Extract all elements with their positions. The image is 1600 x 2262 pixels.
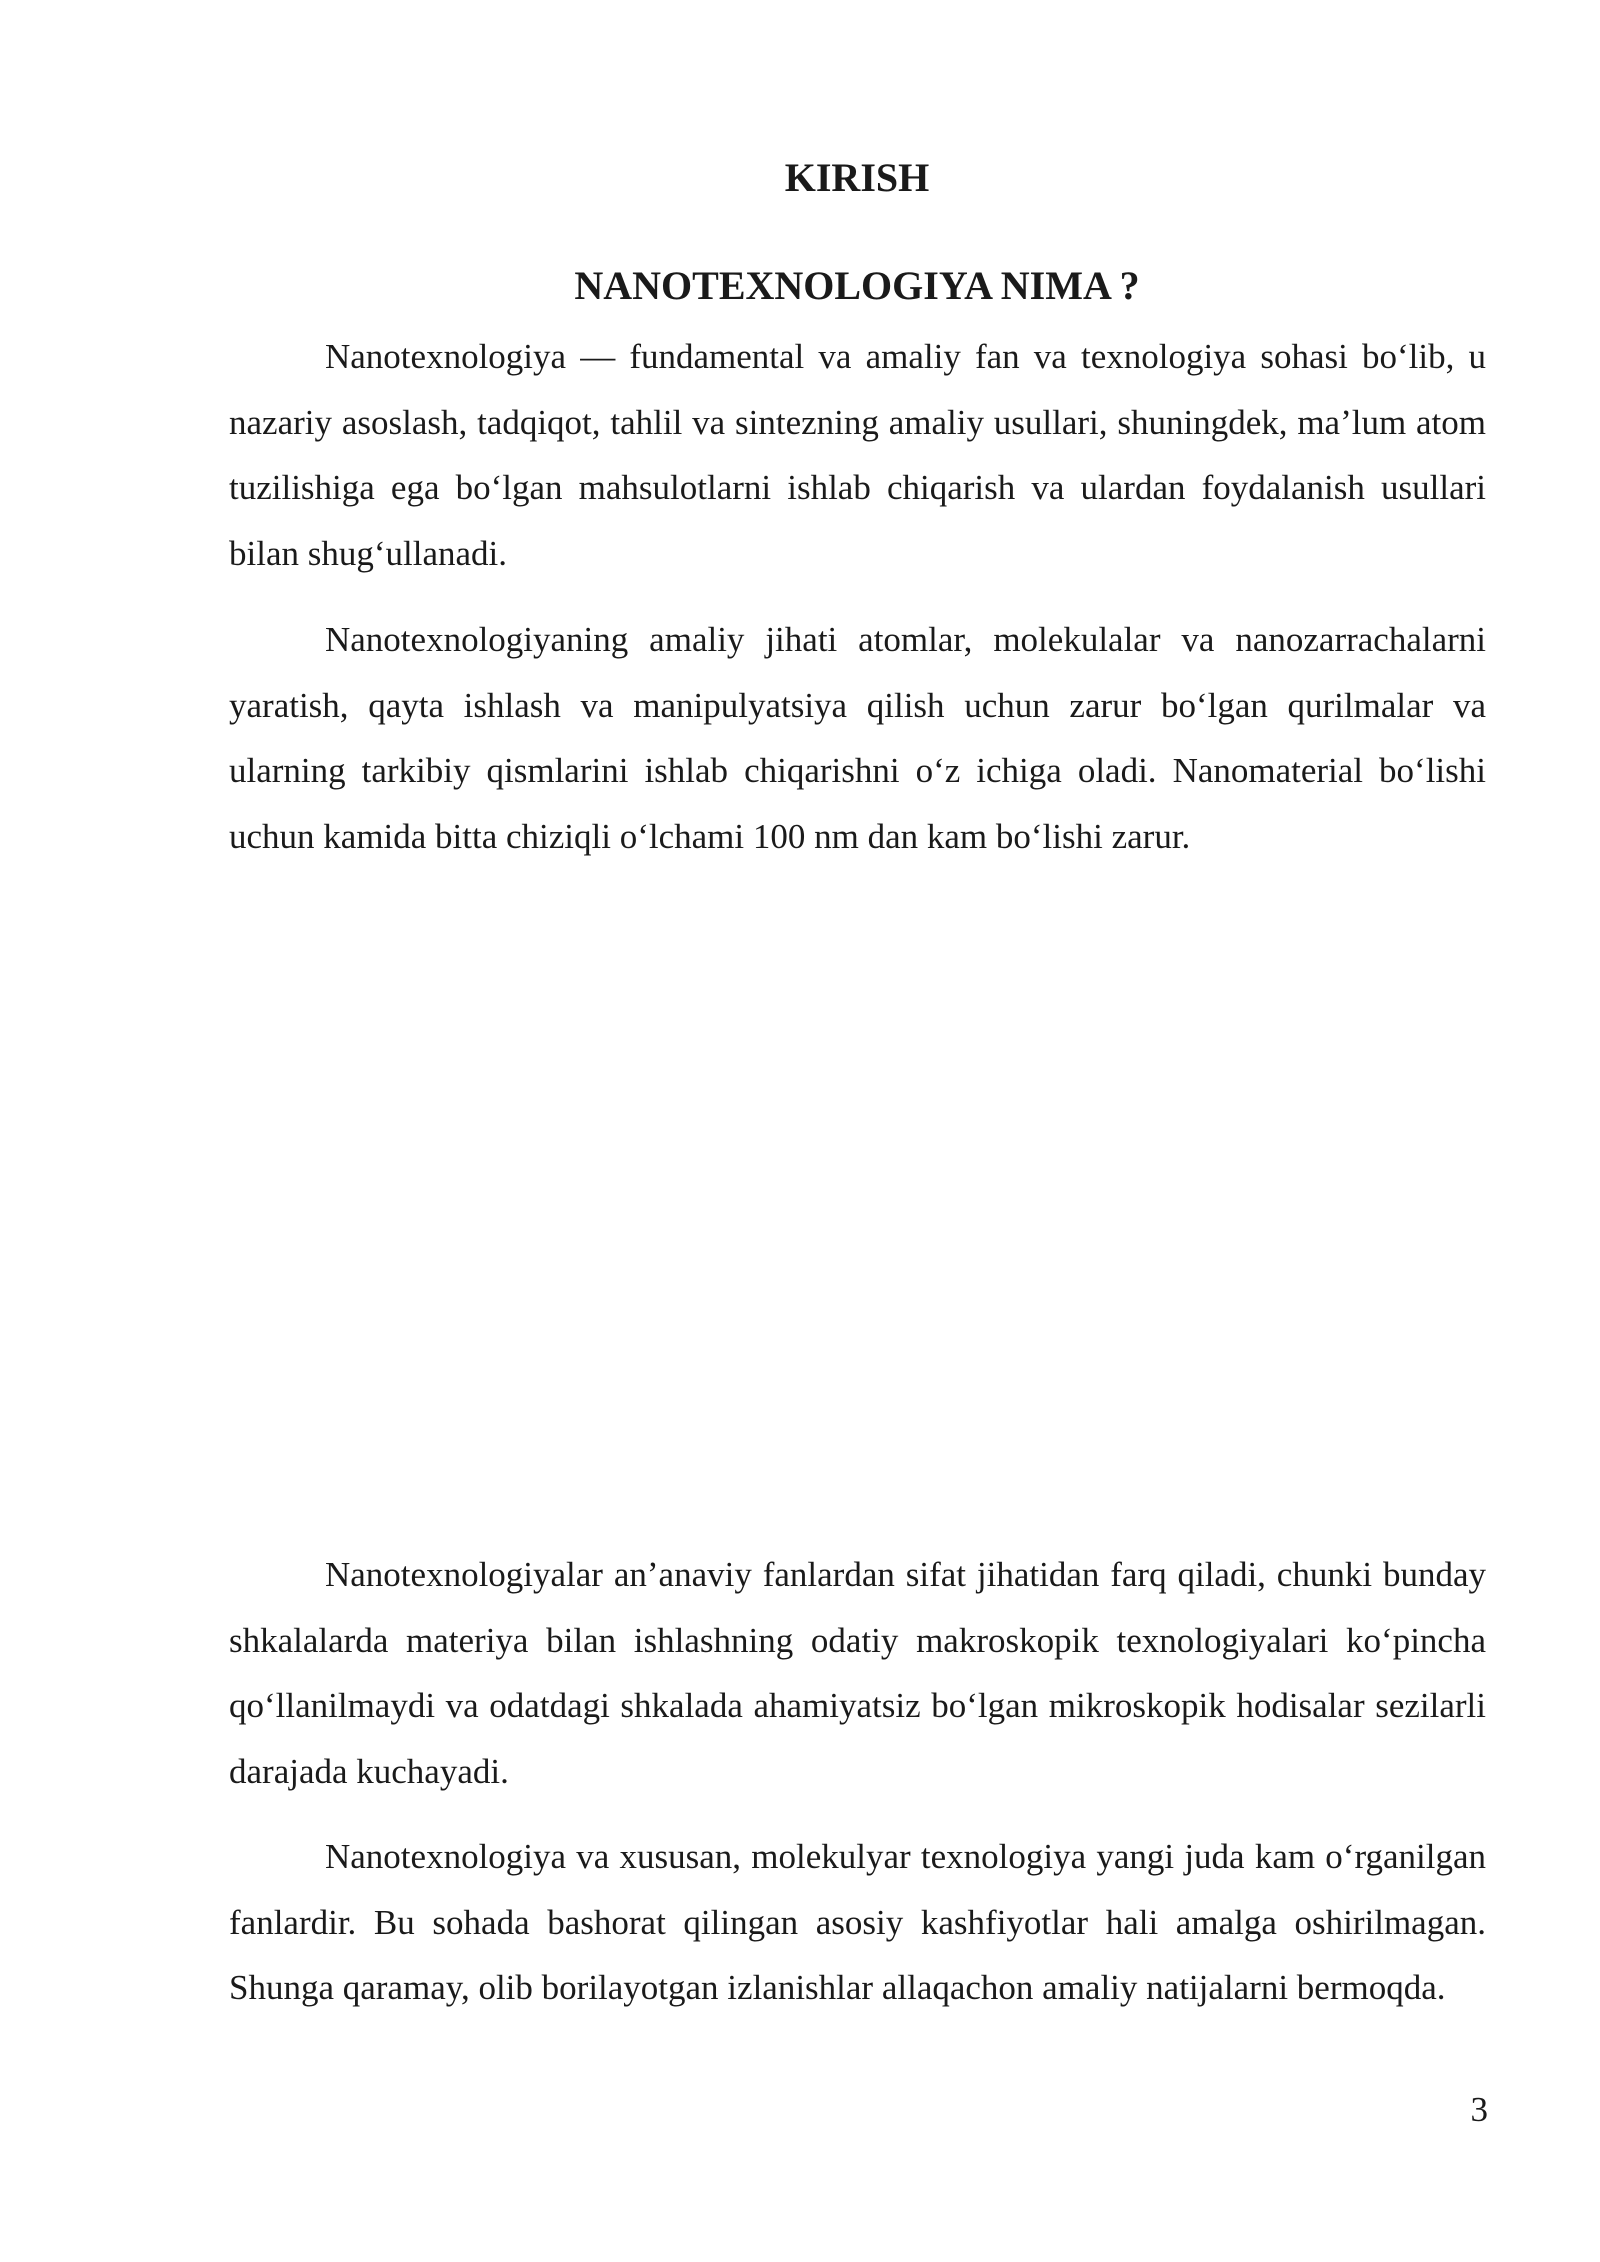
- paragraph-2: Nanotexnologiyaning amaliy jihati atomlar, molekulalar va nanozarrachalarni yaratish, qayta ishlash va manipulyatsiya qilish uchun zarur boʻlgan qurilmalar va ularning tarkibiy qismlarini ishlab chiqarishni oʻz ichiga oladi. Nanomaterial boʻlishi uchun kamida bitta chiziqli oʻlchami 100 nm dan kam boʻlishi zarur.: [229, 620, 1486, 856]
- section-heading: NANOTEXNOLOGIYA NIMA ?: [574, 263, 1140, 308]
- paragraph-1: Nanotexnologiya — fundamental va amaliy fan va texnologiya sohasi boʻlib, u nazariy asoslash, tadqiqot, tahlil va sintezning amaliy usullari, shuningdek, maʼlum atom tuzilishiga ega boʻlgan mahsulotlarni ishlab chiqarish va ulardan foydalanish usullari bilan shugʻullanadi.: [229, 337, 1486, 573]
- page-title: KIRISH: [784, 155, 930, 200]
- paragraph-4: Nanotexnologiya va xususan, molekulyar texnologiya yangi juda kam oʻrganilgan fanlardir. Bu sohada bashorat qilingan asosiy kashfiyotlar hali amalga oshirilmagan. Shunga qaramay, olib borilayotgan izlanishlar allaqachon amaliy natijalarni bermoqda.: [229, 1837, 1486, 2007]
- paragraph-3: Nanotexnologiyalar anʼanaviy fanlardan sifat jihatidan farq qiladi, chunki bunday shkalalarda materiya bilan ishlashning odatiy makroskopik texnologiyalari koʻpincha qoʻllanilmaydi va odatdagi shkalada ahamiyatsiz boʻlgan mikroskopik hodisalar sezilarli darajada kuchayadi.: [229, 1555, 1486, 1791]
- page-number: 3: [1470, 2090, 1488, 2129]
